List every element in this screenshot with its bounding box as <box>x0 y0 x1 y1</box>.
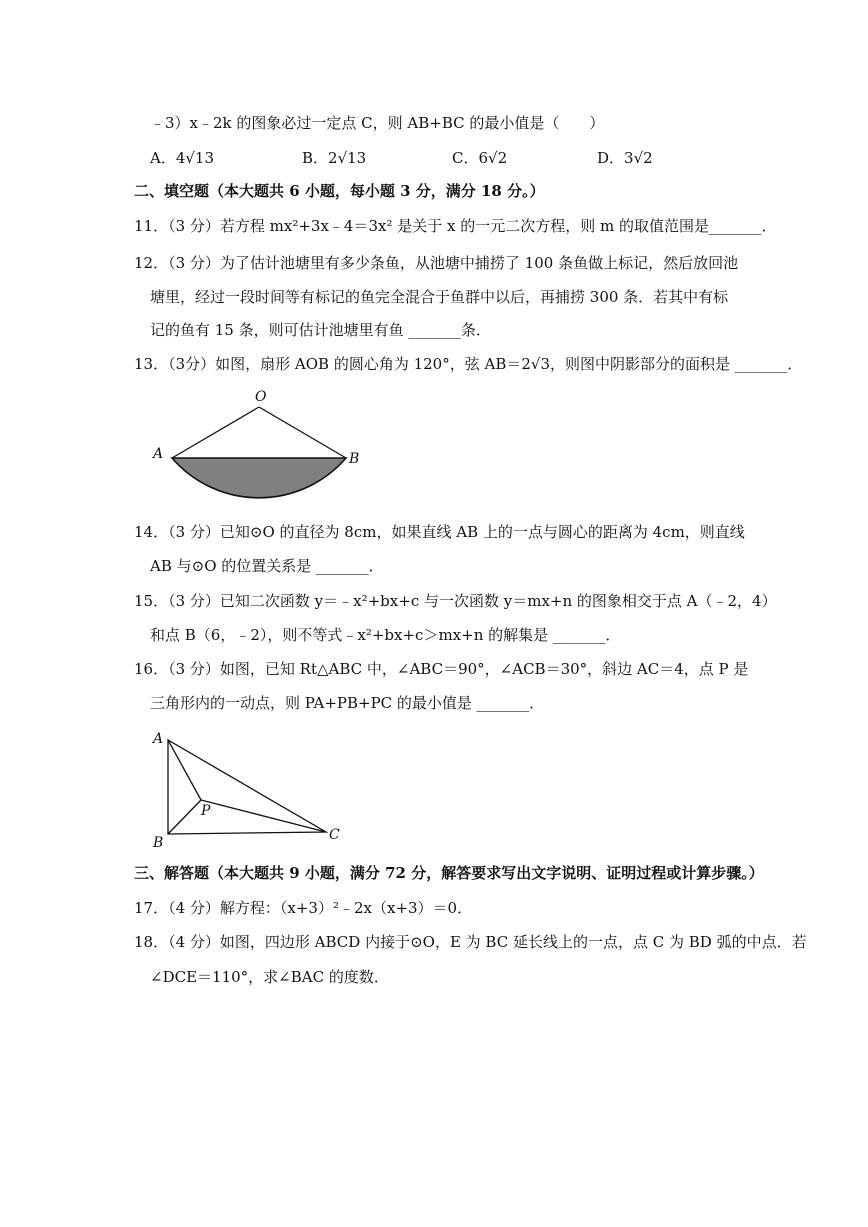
question-14-line2: AB 与⊙O 的位置关系是 _______． <box>150 557 384 575</box>
figure-13-sector <box>150 385 360 515</box>
figure-16-triangle <box>148 726 348 854</box>
label-b: B <box>349 451 360 467</box>
q10-tail: ﹣3）x﹣2k 的图象必过一定点 C，则 AB+BC 的最小值是（ ） <box>150 114 605 132</box>
q10-option-a: A．4√13 <box>150 149 215 167</box>
question-11: 11．（3 分）若方程 mx²+3x﹣4＝3x² 是关于 x 的一元二次方程，则 m 的取值范围是_______． <box>134 217 777 235</box>
question-13: 13．（3分）如图，扇形 AOB 的圆心角为 120°，弦 AB＝2√3，则图中阴影部分的面积是 _______． <box>134 355 803 373</box>
label-c: C <box>329 827 340 843</box>
segment-pb <box>168 800 201 834</box>
q10-option-c: C．6√2 <box>452 149 508 167</box>
question-12-line3: 记的鱼有 15 条，则可估计池塘里有鱼 _______条． <box>150 321 491 339</box>
q10-option-b: B．2√13 <box>302 149 367 167</box>
question-15-line2: 和点 B（6，﹣2），则不等式﹣x²+bx+c＞mx+n 的解集是 _______． <box>150 626 621 644</box>
label-o: O <box>255 389 267 405</box>
section3-title: 三、解答题（本大题共 9 小题，满分 72 分，解答要求写出文字说明、证明过程或计算步骤。） <box>134 864 764 882</box>
question-15-line1: 15．（3 分）已知二次函数 y＝﹣x²+bx+c 与一次函数 y＝mx+n 的图象相交于点 A（﹣2，4） <box>134 592 777 610</box>
label-a: A <box>153 446 164 462</box>
label-a: A <box>153 731 164 747</box>
radius-oa <box>172 407 259 458</box>
question-18-line1: 18．（4 分）如图，四边形 ABCD 内接于⊙O，E 为 BC 延长线上的一点，点 C 为 BD 弧的中点．若 <box>134 933 807 951</box>
question-12-line1: 12．（3 分）为了估计池塘里有多少条鱼，从池塘中捕捞了 100 条鱼做上标记，然后放回池 <box>134 254 739 272</box>
question-16-line1: 16．（3 分）如图，已知 Rt△ABC 中，∠ABC＝90°，∠ACB＝30°，斜边 AC＝4，点 P 是 <box>134 660 749 678</box>
segment-pc <box>201 800 326 832</box>
triangle-abc <box>168 740 326 834</box>
question-14-line1: 14．（3 分）已知⊙O 的直径为 8cm，如果直线 AB 上的一点与圆心的距离为 4cm，则直线 <box>134 523 745 541</box>
radius-ob <box>259 407 346 458</box>
question-12-line2: 塘里，经过一段时间等有标记的鱼完全混合于鱼群中以后，再捕捞 300 条．若其中有标 <box>150 288 729 306</box>
section2-title: 二、填空题（本大题共 6 小题，每小题 3 分，满分 18 分。） <box>134 182 545 200</box>
shaded-segment <box>172 458 346 498</box>
question-17: 17．（4 分）解方程：（x+3）²﹣2x（x+3）＝0． <box>134 899 473 917</box>
label-b: B <box>153 835 164 851</box>
question-18-line2: ∠DCE＝110°，求∠BAC 的度数． <box>150 968 389 986</box>
label-p: P <box>201 803 211 819</box>
question-16-line2: 三角形内的一动点，则 PA+PB+PC 的最小值是 _______． <box>150 694 545 712</box>
q10-option-d: D．3√2 <box>597 149 653 167</box>
